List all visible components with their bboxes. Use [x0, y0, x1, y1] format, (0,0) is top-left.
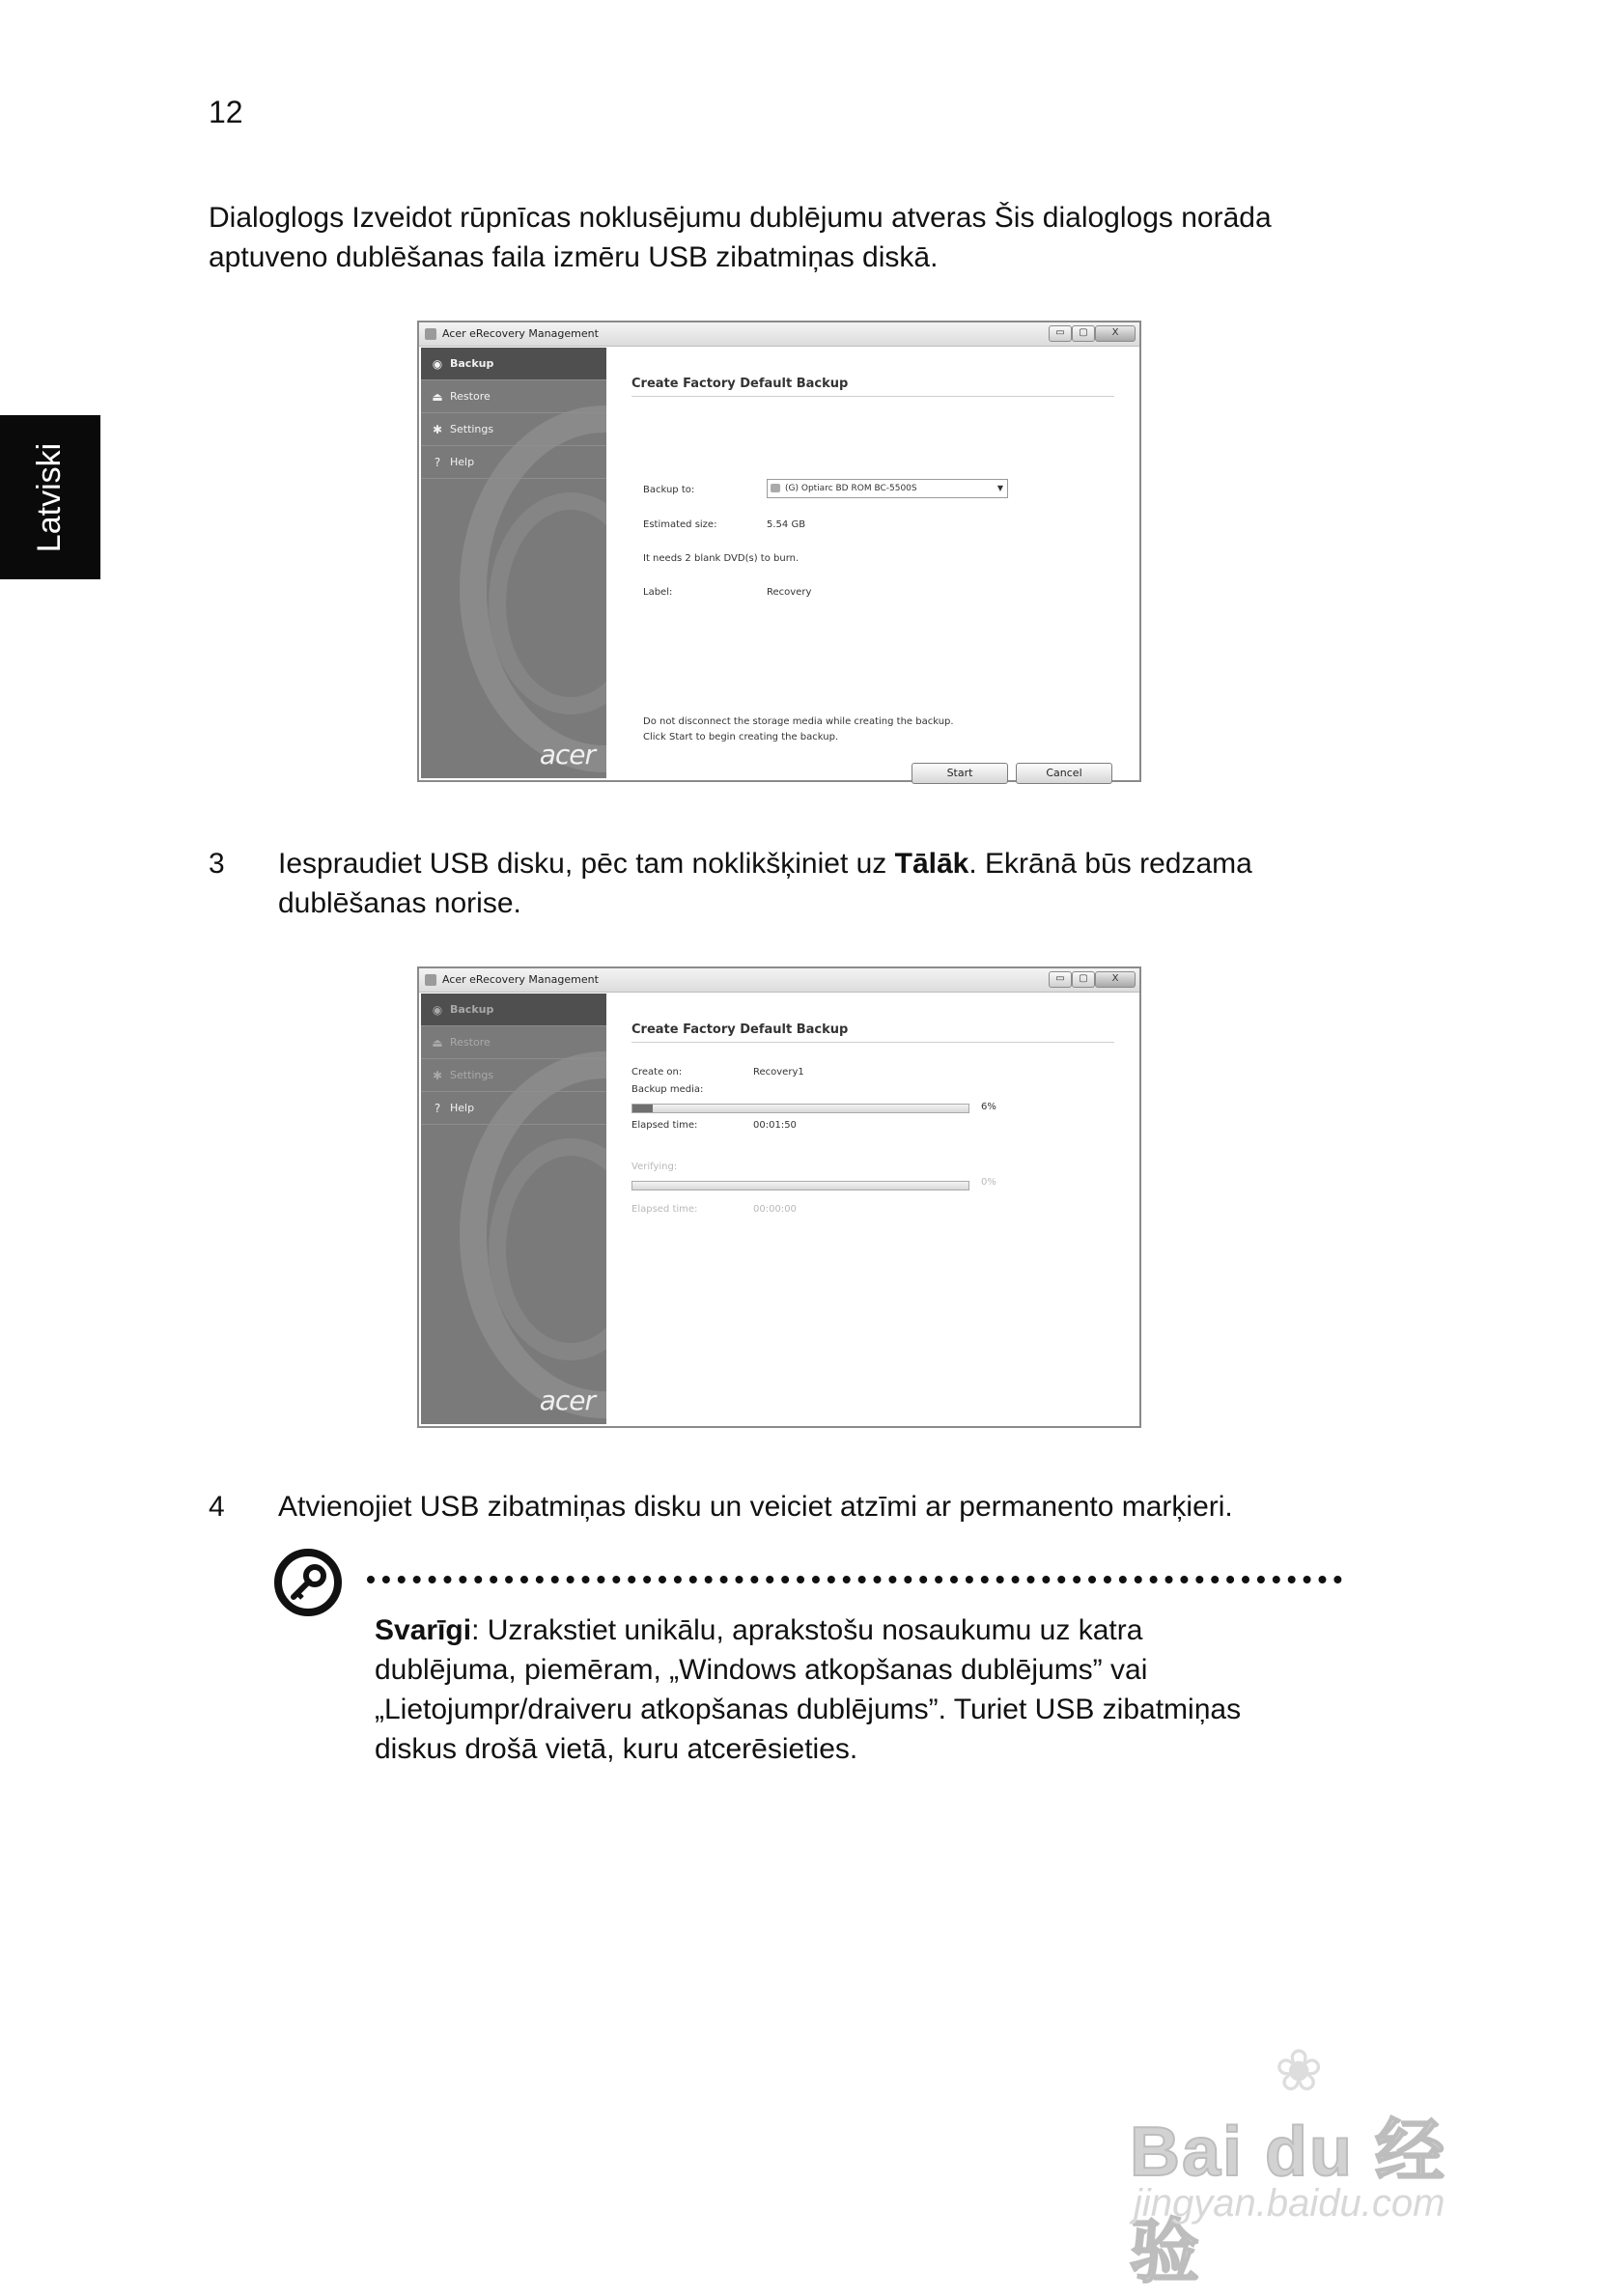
important-note [375, 1610, 1340, 1769]
acer-logo: acer [539, 1385, 595, 1416]
sidebar-item-settings[interactable] [421, 413, 606, 446]
intro-line-1: Dialoglogs Izveidot rūpnīcas noklusējumu dublējumu atveras Šis dialoglogs norāda [209, 202, 1272, 234]
maximize-button[interactable]: ▢ [1072, 325, 1095, 342]
close-button[interactable]: X [1095, 325, 1136, 342]
watermark-url: jingyan.baidu.com [1134, 2182, 1445, 2225]
verify-progress-bar [631, 1181, 969, 1190]
intro-paragraph [209, 198, 1367, 277]
step-number-4: 4 [209, 1491, 225, 1523]
create-on-value: Recovery1 [753, 1067, 804, 1078]
verify-elapsed-label: Elapsed time: [631, 1204, 698, 1215]
start-instruction: Click Start to begin creating the backup. [643, 732, 839, 742]
estimated-size-label: Estimated size: [643, 519, 717, 530]
sidebar-item-backup [421, 994, 606, 1026]
sidebar-item-label: Settings [450, 1069, 494, 1081]
step-4-text: Atvienojiet USB zibatmiņas disku un veiciet atzīmi ar permanento marķieri. [278, 1491, 1233, 1523]
minimize-button[interactable]: ▭ [1049, 325, 1072, 342]
note-line-1 [375, 1610, 1340, 1650]
help-icon: ? [434, 455, 441, 469]
create-on-label: Create on: [631, 1067, 683, 1078]
note-important-label: Svarīgi [375, 1614, 472, 1646]
heading-divider [631, 396, 1114, 397]
sidebar [421, 348, 606, 778]
backup-media-label: Backup media: [631, 1084, 704, 1095]
step-3-text [278, 844, 1408, 923]
intro-line-2: aptuveno dublēšanas faila izmēru USB zibatmiņas diskā. [209, 241, 939, 273]
language-label: Latviski [31, 442, 69, 552]
backup-progress-bar [631, 1104, 969, 1113]
close-button[interactable]: X [1095, 971, 1136, 988]
elapsed-time-label: Elapsed time: [631, 1120, 698, 1131]
paw-icon: ❀ [1275, 2038, 1324, 2103]
sidebar-item-help[interactable] [421, 446, 606, 479]
sidebar [421, 994, 606, 1424]
language-side-tab [0, 415, 100, 579]
dvd-requirement-note: It needs 2 blank DVD(s) to burn. [643, 553, 800, 564]
backup-to-label: Backup to: [643, 485, 695, 495]
label-field-value: Recovery [767, 587, 812, 598]
verify-elapsed-value: 00:00:00 [753, 1204, 797, 1215]
watermark-brand: Bai du 经验 [1130, 2114, 1447, 2291]
content-heading: Create Factory Default Backup [631, 1022, 849, 1037]
sidebar-item-label: Help [450, 456, 475, 468]
next-keyword: Tālāk [894, 848, 969, 880]
heading-divider [631, 1042, 1114, 1043]
gear-icon: ✱ [432, 422, 443, 436]
app-icon [425, 974, 436, 986]
restore-icon: ⏏ [432, 1035, 443, 1050]
note-line-1-rest: : Uzrakstiet unikālu, aprakstošu nosaukumu uz katra [471, 1614, 1143, 1646]
cancel-button[interactable]: Cancel [1016, 763, 1112, 784]
sidebar-item-label: Restore [450, 390, 491, 403]
step-3-line-2: dublēšanas norise. [278, 887, 521, 919]
sidebar-item-label: Backup [450, 357, 494, 370]
sidebar-item-label: Settings [450, 423, 494, 435]
backup-percent: 6% [981, 1102, 996, 1112]
start-button[interactable]: Start [912, 763, 1008, 784]
backup-to-dropdown[interactable] [767, 479, 1008, 498]
sidebar-item-label: Help [450, 1102, 475, 1114]
backup-icon: ◉ [432, 356, 443, 371]
page-number: 12 [209, 95, 243, 129]
sidebar-item-settings [421, 1059, 606, 1092]
disk-drive-icon [771, 484, 780, 492]
backup-icon: ◉ [432, 1002, 443, 1017]
step-number-3: 3 [209, 848, 225, 880]
main-content [612, 994, 1137, 1424]
sidebar-item-label: Backup [450, 1003, 494, 1016]
note-line-2: dublējuma, piemēram, „Windows atkopšanas dublējums” vai [375, 1654, 1148, 1686]
important-key-icon [274, 1549, 342, 1616]
minimize-button[interactable]: ▭ [1049, 971, 1072, 988]
note-line-3: „Lietojumpr/draiveru atkopšanas dublējums”. Turiet USB zibatmiņas [375, 1694, 1242, 1725]
elapsed-time-value: 00:01:50 [753, 1120, 797, 1131]
sidebar-item-restore [421, 1026, 606, 1059]
window-title: Acer eRecovery Management [442, 973, 599, 986]
label-field-label: Label: [643, 587, 673, 598]
step-3-line-1 [278, 844, 1408, 883]
erecovery-window-backup-progress [417, 966, 1141, 1428]
maximize-button[interactable]: ▢ [1072, 971, 1095, 988]
estimated-size-value: 5.54 GB [767, 519, 806, 530]
verify-percent: 0% [981, 1177, 996, 1188]
sidebar-item-label: Restore [450, 1036, 491, 1049]
backup-progress-fill [632, 1105, 653, 1112]
window-title: Acer eRecovery Management [442, 327, 599, 340]
step-3-text-start: Iespraudiet USB disku, pēc tam noklikšķiniet uz [278, 848, 895, 880]
help-icon: ? [434, 1101, 441, 1115]
sidebar-item-backup[interactable] [421, 348, 606, 380]
title-bar [419, 968, 1139, 993]
gear-icon: ✱ [432, 1068, 443, 1082]
erecovery-window-backup-setup [417, 321, 1141, 782]
note-line-4: diskus drošā vietā, kuru atcerēsieties. [375, 1733, 858, 1765]
chevron-down-icon: ▼ [996, 484, 1003, 492]
backup-to-value: (G) Optiarc BD ROM BC-5500S [785, 484, 917, 493]
content-heading: Create Factory Default Backup [631, 377, 849, 391]
title-bar [419, 322, 1139, 347]
note-dotted-divider [367, 1576, 1342, 1583]
app-icon [425, 328, 436, 340]
baidu-watermark [1130, 2037, 1516, 2291]
main-content [612, 348, 1137, 778]
disconnect-warning: Do not disconnect the storage media while creating the backup. [643, 716, 954, 727]
sidebar-item-restore[interactable] [421, 380, 606, 413]
verifying-label: Verifying: [631, 1162, 678, 1172]
sidebar-item-help[interactable] [421, 1092, 606, 1125]
step-3-text-end: . Ekrānā būs redzama [968, 848, 1252, 880]
restore-icon: ⏏ [432, 389, 443, 404]
acer-logo: acer [539, 739, 595, 770]
